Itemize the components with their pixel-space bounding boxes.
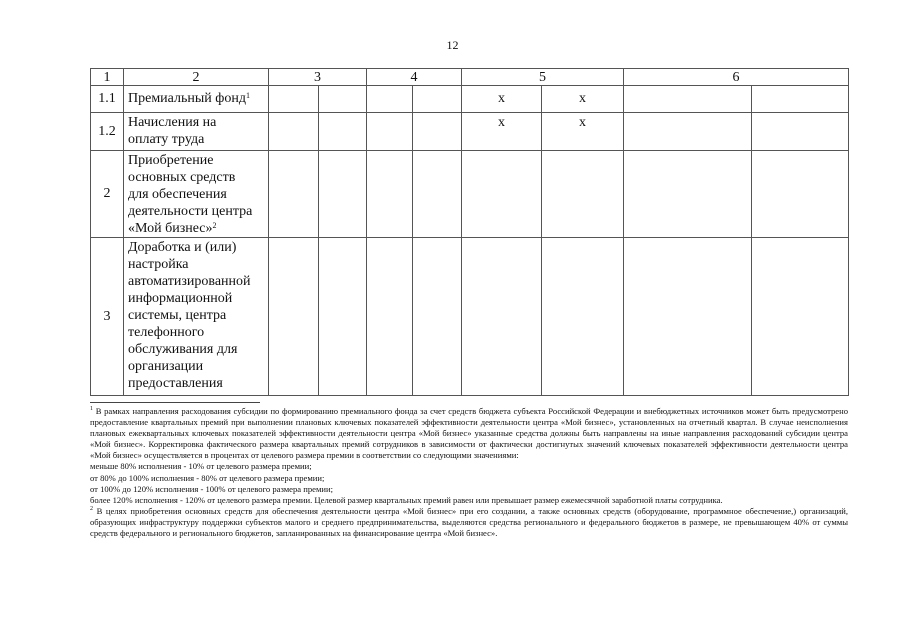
data-cell [542, 151, 624, 238]
data-cell: x [462, 86, 542, 113]
data-cell [624, 113, 752, 151]
data-cell [319, 86, 367, 113]
row-number: 3 [91, 238, 124, 396]
header-cell: 6 [624, 69, 849, 86]
row-name: Начисления на оплату труда [124, 113, 269, 151]
data-cell [752, 238, 849, 396]
header-cell: 5 [462, 69, 624, 86]
data-cell [367, 151, 413, 238]
page-number: 12 [446, 38, 459, 52]
row-name: Премиальный фонд$^1$ [124, 86, 269, 113]
data-cell [624, 151, 752, 238]
footnote-2: $^2$ В целях приобретения основных средств для обеспечения деятельности центра «Мой бизнес» при его создании, а также основных средств (оборудование, программное обеспечение,) организаций, образующих инфраструктуру поддержки субъектов малого и среднего предпринимательства, выделяются средства регионального и федерального бюджетов в размере, не превышающем 40% от суммы средств федерального и регионального бюджетов, запланированных на финансирование центра «Мой бизнес». [90, 505, 848, 539]
footnote-ref: 2 [212, 221, 217, 230]
footnote-1: $^1$ В рамках направления расходования субсидии по формированию премиального фонда за счет средств бюджета субъекта Российской Федерации и внебюджетных источников может быть предусмотрено предоставление квартальных премий при выполнении плановых ключевых показателей эффективности деятельности центра «Мой бизнес», установленных на отчетный квартал. В случае неисполнения плановых ежеквартальных ключевых показателей эффективности деятельности центра «Мой бизнес» указанные средства должны быть направлены на иные направления расходований субсидии центра «Мой бизнес». Корректировка фактического размера квартальных премий сотрудников в зависимости от фактически достигнутых значений ключевых показателей эффективности деятельности центра «Мой бизнес» осуществляется в процентах от целевого размера премии в соответствии со следующими значениями: [90, 406, 848, 461]
data-cell [269, 86, 319, 113]
data-cell [367, 86, 413, 113]
data-cell [413, 86, 462, 113]
data-cell [367, 238, 413, 396]
data-cell [624, 238, 752, 396]
footnote-1-line: более 120% исполнения - 120% от целевого размера премии. Целевой размер квартальных премий равен или превышает размер ежемесячной заработной платы сотрудника. [90, 494, 723, 505]
table-row [91, 151, 849, 238]
data-cell [269, 113, 319, 151]
footnote-ref: 1 [245, 91, 250, 100]
row-name: Приобретение основных средств для обеспечения деятельности центра «Мой бизнес»$^2$ [124, 151, 269, 238]
table-header-row [91, 69, 849, 86]
data-cell [413, 151, 462, 238]
data-cell [462, 151, 542, 238]
budget-table [90, 68, 849, 396]
header-cell: 2 [124, 69, 269, 86]
data-cell [413, 238, 462, 396]
data-cell [367, 113, 413, 151]
footnote-separator [90, 402, 260, 403]
row-number: 2 [91, 151, 124, 238]
header-cell: 3 [269, 69, 367, 86]
table-row [91, 86, 849, 113]
data-cell [752, 113, 849, 151]
row-name: Доработка и (или) настройка автоматизированной информационной системы, центра телефонного обслуживания для организации предоставления [124, 238, 269, 396]
data-cell: x [542, 86, 624, 113]
row-number: 1.2 [91, 113, 124, 151]
data-cell [413, 113, 462, 151]
data-cell [624, 86, 752, 113]
data-cell: x [542, 113, 624, 151]
data-cell [319, 238, 367, 396]
data-cell [752, 86, 849, 113]
data-cell [319, 113, 367, 151]
footnote-mark: 2 [90, 505, 93, 512]
data-cell: x [462, 113, 542, 151]
footnote-1-line: меньше 80% исполнения - 10% от целевого размера премии; [90, 461, 312, 472]
data-cell [542, 238, 624, 396]
data-cell [462, 238, 542, 396]
footnote-mark: 1 [90, 406, 93, 412]
data-cell [752, 151, 849, 238]
footnote-1-line: от 100% до 120% исполнения - 100% от целевого размера премии; [90, 483, 333, 494]
footnotes [90, 406, 848, 539]
header-cell: 4 [367, 69, 462, 86]
data-cell [319, 151, 367, 238]
table-row [91, 113, 849, 151]
row-number: 1.1 [91, 86, 124, 113]
footnote-1-line: от 80% до 100% исполнения - 80% от целевого размера премии; [90, 472, 325, 483]
header-cell: 1 [91, 69, 124, 86]
data-cell [269, 238, 319, 396]
table-row [91, 238, 849, 396]
data-cell [269, 151, 319, 238]
